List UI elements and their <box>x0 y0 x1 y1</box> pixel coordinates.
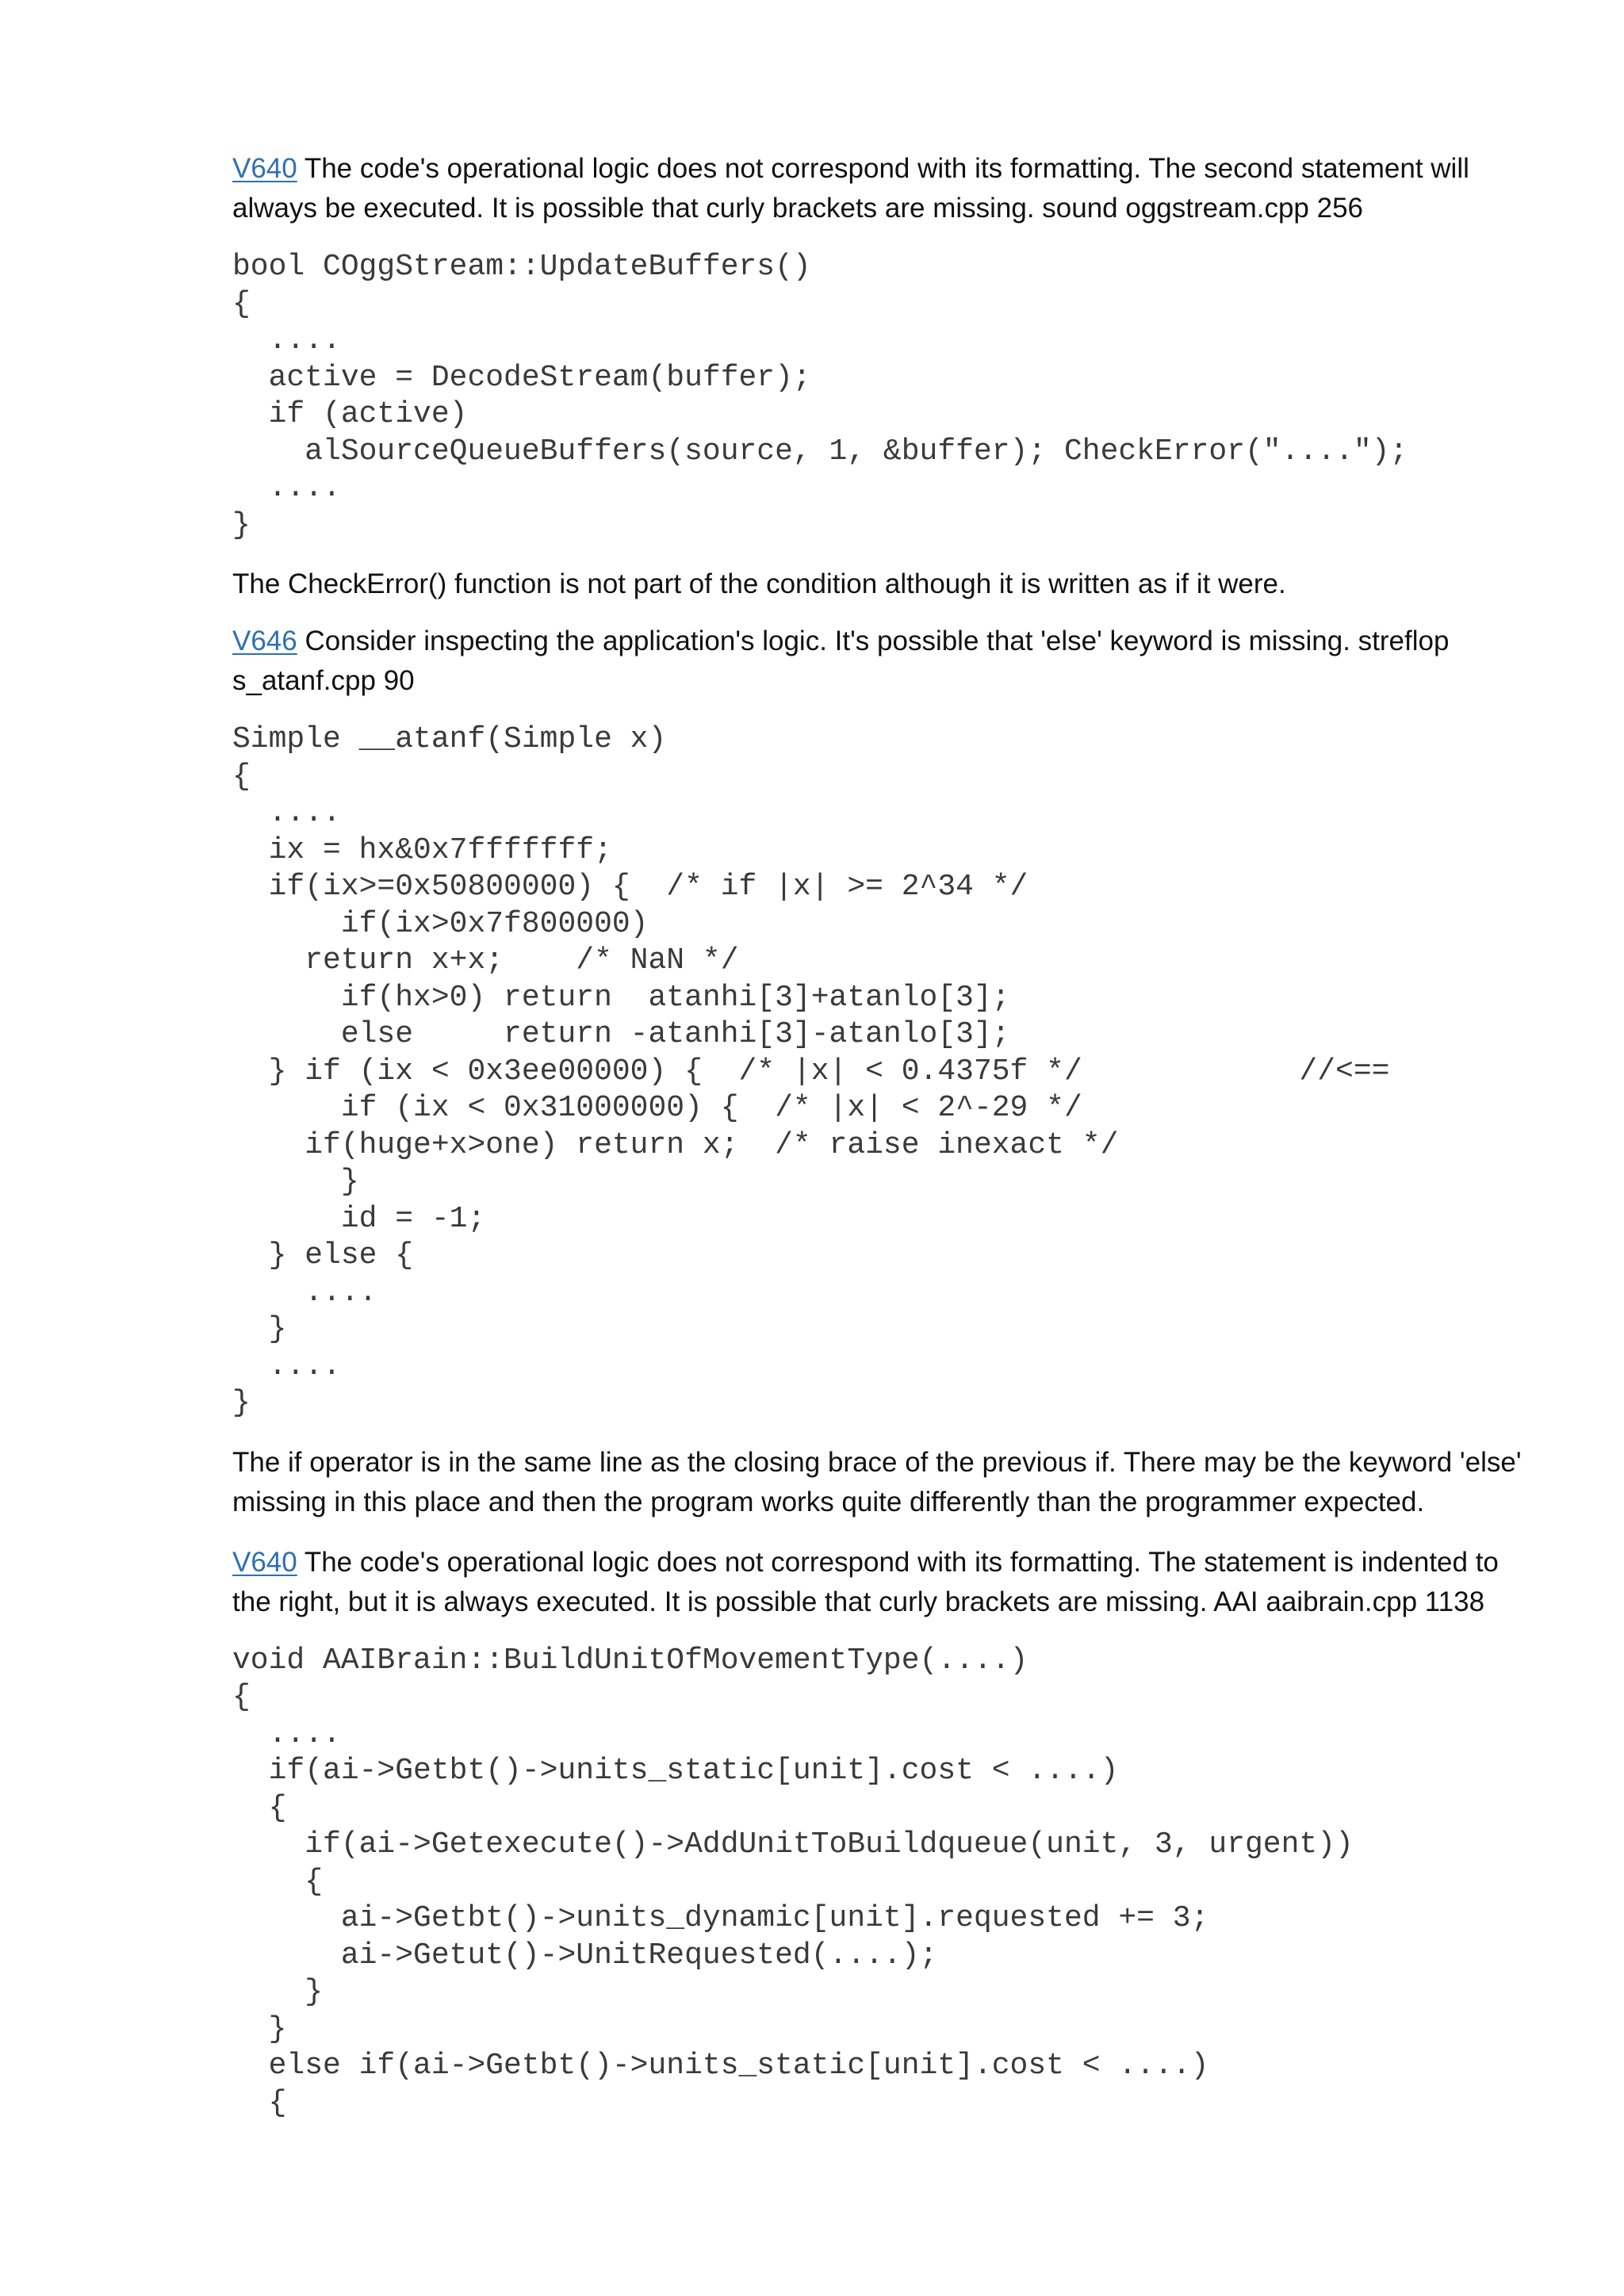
code-line: } <box>232 2011 287 2046</box>
code-line: .... <box>232 1275 377 1310</box>
explanation-text: The if operator is in the same line as the closing brace of the previous if. There may be the keyword 'else' missing in this place and then the program works quite differently than the programmer expected. <box>232 1446 1522 1517</box>
code-line: ai->Getut()->UnitRequested(....); <box>232 1938 938 1973</box>
diagnostic-link-v640[interactable]: V640 <box>232 1546 297 1578</box>
code-line: if (ix < 0x31000000) { /* |x| < 2^-29 */ <box>232 1091 1082 1125</box>
code-line: if(ai->Getbt()->units_static[unit].cost < ....) <box>232 1754 1119 1788</box>
code-line: else return -atanhi[3]-atanlo[3]; <box>232 1017 1010 1051</box>
code-line: } if (ix < 0x3ee00000) { /* |x| < 0.4375f */ //<== <box>232 1054 1390 1089</box>
diagnostic-text: The code's operational logic does not correspond with its formatting. The statement is indented to the right, but it is always executed. It is possible that curly brackets are missing. AAI aaibrain.cpp 1138 <box>232 1546 1499 1617</box>
code-line: id = -1; <box>232 1201 486 1236</box>
document-page <box>232 149 1533 2142</box>
code-line: alSourceQueueBuffers(source, 1, &buffer); CheckError("...."); <box>232 434 1408 469</box>
code-line: .... <box>232 1716 341 1751</box>
diagnostic-text: Consider inspecting the application's logic. It's possible that 'else' keyword is missing. streflop s_atanf.cpp 90 <box>232 626 1450 696</box>
diagnostic-v646 <box>232 622 1533 701</box>
explanation-text: The CheckError() function is not part of the condition although it is written as if it were. <box>232 568 1286 599</box>
code-line: } <box>232 1975 324 2009</box>
code-line: } else { <box>232 1238 414 1272</box>
code-line: { <box>232 1864 324 1899</box>
code-line: bool COggStream::UpdateBuffers() <box>232 250 811 284</box>
code-line: return x+x; /* NaN */ <box>232 943 739 978</box>
code-line: if(ix>0x7f800000) <box>232 906 649 941</box>
code-line: if(ai->Getexecute()->AddUnitToBuildqueue(unit, 3, urgent)) <box>232 1827 1354 1862</box>
code-line: .... <box>232 1349 341 1383</box>
code-line: } <box>232 507 251 542</box>
code-line: } <box>232 1312 287 1346</box>
code-block-atanf <box>232 721 1533 1422</box>
code-line: { <box>232 2085 287 2120</box>
code-line: if(ix>=0x50800000) { /* if |x| >= 2^34 */ <box>232 870 1028 904</box>
code-line: void AAIBrain::BuildUnitOfMovementType(....) <box>232 1643 1028 1678</box>
code-line: .... <box>232 471 341 505</box>
code-line: active = DecodeStream(buffer); <box>232 360 811 395</box>
code-block-oggstream <box>232 249 1533 544</box>
code-line: } <box>232 1386 251 1420</box>
code-line: if(huge+x>one) return x; /* raise inexact */ <box>232 1127 1119 1162</box>
code-line: { <box>232 1790 287 1825</box>
code-line: if(hx>0) return atanhi[3]+atanlo[3]; <box>232 980 1010 1015</box>
code-block-aaibrain <box>232 1643 1533 2122</box>
code-line: } <box>232 1165 359 1199</box>
code-line: ai->Getbt()->units_dynamic[unit].requested += 3; <box>232 1901 1209 1935</box>
code-line: { <box>232 1680 251 1714</box>
code-line: .... <box>232 796 341 830</box>
code-line: else if(ai->Getbt()->units_static[unit].cost < ....) <box>232 2049 1209 2083</box>
diagnostic-link-v640[interactable]: V640 <box>232 153 297 184</box>
code-line: { <box>232 759 251 794</box>
code-line: Simple __atanf(Simple x) <box>232 722 667 756</box>
code-line: ix = hx&0x7fffffff; <box>232 832 612 867</box>
diagnostic-text: The code's operational logic does not correspond with its formatting. The second statement will always be executed. It is possible that curly brackets are missing. sound oggstream.cpp 256 <box>232 153 1469 224</box>
code-line: .... <box>232 323 341 358</box>
diagnostic-v640-first <box>232 149 1533 228</box>
diagnostic-link-v646[interactable]: V646 <box>232 626 297 656</box>
diagnostic-v640-second <box>232 1543 1533 1622</box>
code-line: { <box>232 286 251 321</box>
code-line: if (active) <box>232 397 468 431</box>
